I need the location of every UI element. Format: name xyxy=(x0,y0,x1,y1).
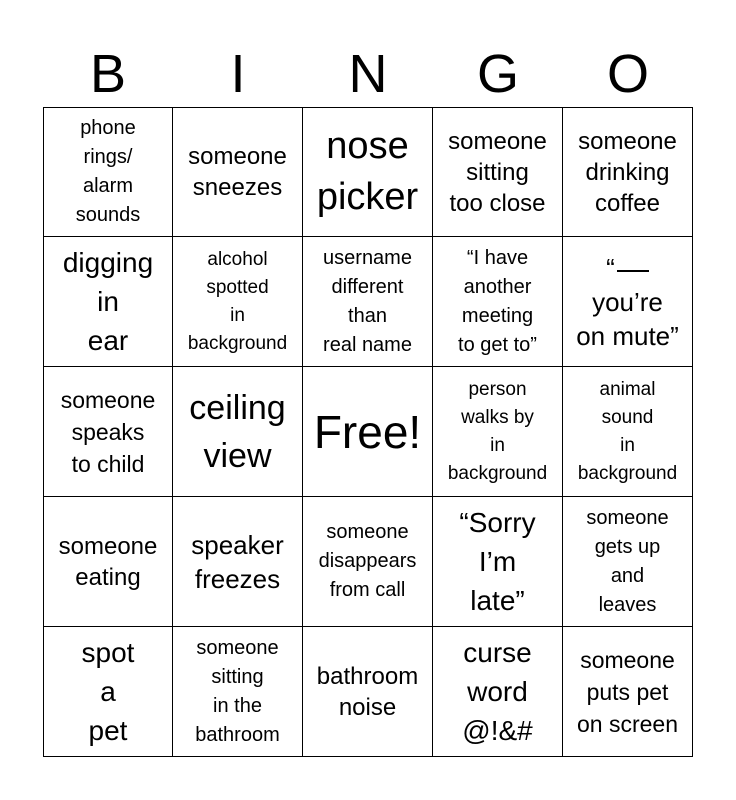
cell-text-line: freezes xyxy=(194,563,281,594)
cell-text-line: leaves xyxy=(598,593,657,616)
cell-text-line: from call xyxy=(329,579,406,601)
cell-text-line: person xyxy=(468,378,527,400)
cell-text-line: alarm xyxy=(82,175,133,197)
header-letter-n: N xyxy=(348,44,388,104)
bingo-cell[interactable] xyxy=(433,627,563,757)
cell-text-line: disappears xyxy=(318,550,417,572)
cell-text-line: spot xyxy=(81,637,135,668)
cell-text-line: eating xyxy=(75,563,141,591)
cell-text-line: ear xyxy=(87,325,129,356)
cell-text-line: someone xyxy=(58,532,158,560)
header-letter-o: O xyxy=(606,44,649,104)
bingo-cell[interactable] xyxy=(303,367,433,497)
cell-text-line: rings/ xyxy=(83,146,133,168)
bingo-cell[interactable] xyxy=(563,627,693,757)
cell-text-line: speaks xyxy=(71,418,145,445)
bingo-cell[interactable] xyxy=(563,107,693,237)
cell-text-line: someone xyxy=(578,127,677,155)
cell-text-line: in xyxy=(490,434,505,456)
bingo-cell[interactable] xyxy=(433,107,563,237)
bingo-cell[interactable] xyxy=(303,497,433,627)
cell-text-line: nose xyxy=(326,125,409,167)
cell-text-line: phone xyxy=(80,117,136,139)
cell-text-line: sitting xyxy=(211,665,264,688)
cell-text-line: someone xyxy=(448,127,547,155)
cell-text-line: real name xyxy=(323,333,412,356)
cell-text-line: coffee xyxy=(595,189,660,217)
cell-text-line: drinking xyxy=(585,158,670,186)
bingo-cell[interactable] xyxy=(563,237,693,367)
cell-text-line: background xyxy=(187,332,288,354)
cell-text-line: pet xyxy=(88,715,128,746)
cell-text-line: walks by xyxy=(461,406,534,428)
bingo-cell[interactable] xyxy=(303,237,433,367)
bingo-cell[interactable] xyxy=(303,107,433,237)
cell-text-line: in the xyxy=(213,694,262,717)
cell-text-line: than xyxy=(348,304,387,327)
cell-text-line: another xyxy=(463,275,532,298)
cell-text-line: @!&# xyxy=(462,715,533,746)
cell-text-line: puts pet xyxy=(586,678,669,705)
cell-text-line: someone xyxy=(580,646,675,673)
bingo-cell[interactable] xyxy=(433,497,563,627)
cell-text-line: you’re xyxy=(592,286,663,317)
bingo-cell[interactable] xyxy=(43,497,173,627)
cell-text-line: spotted xyxy=(206,276,269,298)
cell-text-line: gets up xyxy=(594,535,661,558)
cell-text-line: sound xyxy=(601,406,654,428)
cell-text-line: digging xyxy=(62,247,154,278)
cell-text-line: speaker xyxy=(191,529,284,560)
cell-text-line: word xyxy=(467,676,528,707)
bingo-cell[interactable] xyxy=(43,627,173,757)
cell-text-line: late” xyxy=(470,585,525,616)
cell-text-line: “ xyxy=(606,251,649,285)
cell-text-line: animal xyxy=(599,378,656,400)
cell-text-line: curse xyxy=(463,637,532,668)
bingo-cell[interactable] xyxy=(433,237,563,367)
cell-text-line: sounds xyxy=(75,204,141,226)
bingo-cell[interactable] xyxy=(43,107,173,237)
bingo-cell[interactable] xyxy=(43,237,173,367)
bingo-cell[interactable] xyxy=(433,367,563,497)
bingo-cell[interactable] xyxy=(173,107,303,237)
cell-text-line: different xyxy=(331,275,404,298)
cell-text-line: sitting xyxy=(466,158,529,186)
cell-text-line: someone xyxy=(586,506,669,529)
cell-text-line: in xyxy=(230,304,245,326)
fill-in-blank-line xyxy=(617,268,649,272)
bingo-cell[interactable] xyxy=(563,367,693,497)
cell-text-line: someone xyxy=(60,386,156,413)
bingo-cell[interactable] xyxy=(173,367,303,497)
bingo-header xyxy=(43,40,693,108)
cell-text-line: in xyxy=(97,286,119,317)
bingo-cell[interactable] xyxy=(173,237,303,367)
cell-text-line: someone xyxy=(188,143,287,170)
cell-text-line: picker xyxy=(316,176,419,218)
bingo-cell[interactable] xyxy=(173,497,303,627)
cell-text-line: and xyxy=(610,564,645,587)
cell-text-line: too close xyxy=(449,189,546,217)
header-letter-i: I xyxy=(230,44,246,104)
bingo-cell[interactable] xyxy=(173,627,303,757)
cell-text-line: background xyxy=(447,462,548,484)
cell-text-line: meeting xyxy=(461,304,534,327)
bingo-cell[interactable] xyxy=(563,497,693,627)
cell-text-line: “Sorry xyxy=(459,507,536,538)
bingo-cell[interactable] xyxy=(303,627,433,757)
cell-text-line: on screen xyxy=(576,710,678,737)
cell-text-line: bathroom xyxy=(195,723,280,746)
cell-text-line: Free! xyxy=(313,405,422,458)
header-letter-g: G xyxy=(476,44,519,104)
cell-text-line: view xyxy=(203,436,272,475)
cell-text-line: someone xyxy=(196,636,279,659)
cell-text-line: in xyxy=(620,434,635,456)
header-letter-b: B xyxy=(89,44,127,104)
cell-text-line: “I have xyxy=(466,246,529,269)
cell-text-line: a xyxy=(100,676,116,707)
cell-text-line: on mute” xyxy=(576,320,679,351)
cell-text-line: ceiling xyxy=(189,388,286,427)
cell-text-line: background xyxy=(577,462,678,484)
cell-text-line: username xyxy=(323,246,412,269)
cell-text-line: I’m xyxy=(478,546,517,577)
bingo-board xyxy=(43,107,693,757)
cell-text-line: alcohol xyxy=(207,248,268,270)
cell-text-line: to get to” xyxy=(458,333,537,356)
bingo-cell[interactable] xyxy=(43,367,173,497)
cell-text-line: bathroom xyxy=(316,662,419,690)
cell-text-line: noise xyxy=(338,693,397,721)
cell-text-line: someone xyxy=(326,521,409,543)
cell-text-line: to child xyxy=(71,450,145,477)
cell-text-line: sneezes xyxy=(192,174,283,201)
